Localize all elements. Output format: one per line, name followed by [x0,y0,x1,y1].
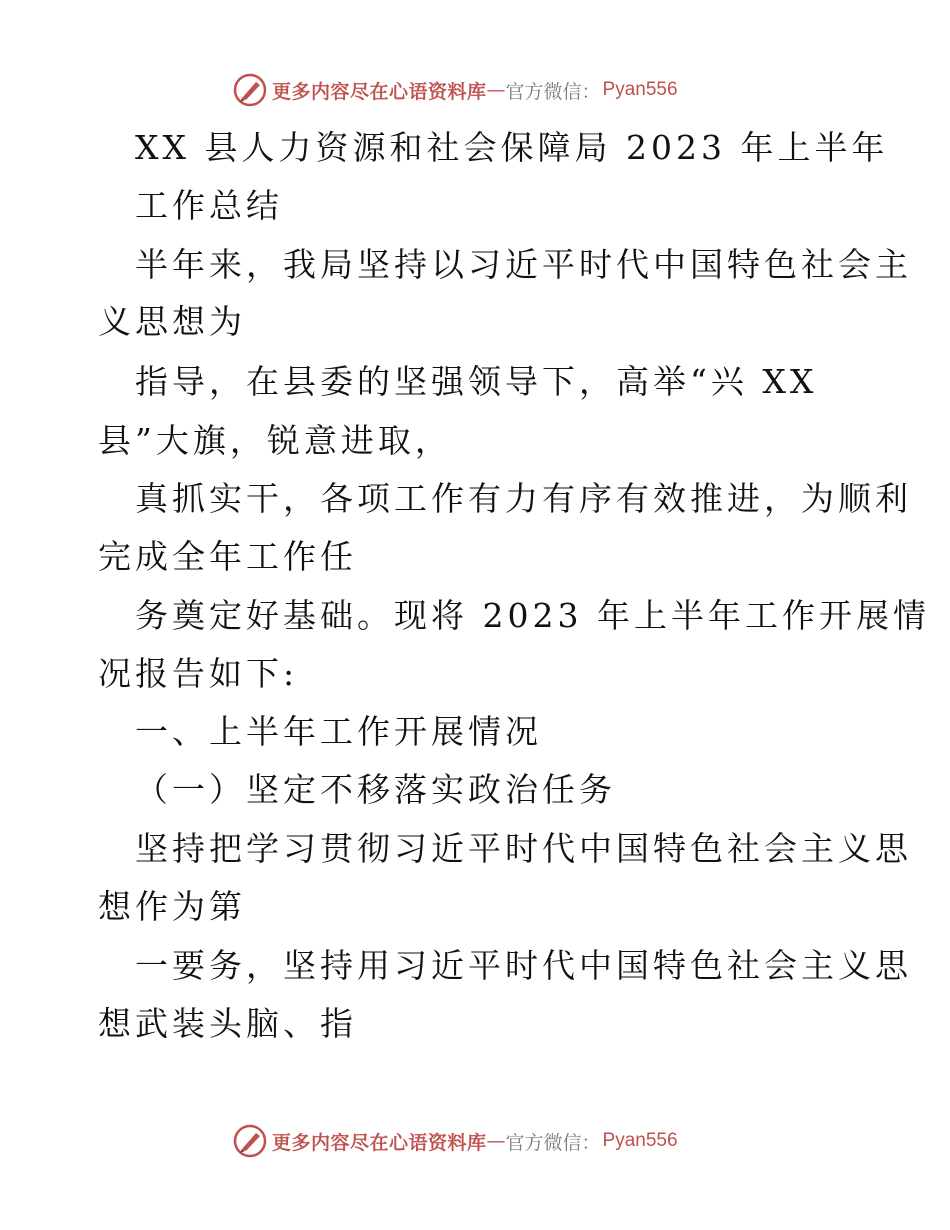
watermark-account: Pyan556 [602,1130,678,1151]
paragraph-line: 况报告如下: [98,654,299,693]
paragraph-line: 指导，在县委的坚强领导下，高举“兴 XX [135,362,818,401]
subsection-heading: （一）坚定不移落实政治任务 [135,770,616,809]
pen-logo-icon [232,72,268,108]
watermark-account: Pyan556 [602,79,678,100]
paragraph-line: 半年来，我局坚持以习近平时代中国特色社会主 [135,245,912,284]
watermark-separator: — [486,79,506,101]
paragraph-line: 一要务，坚持用习近平时代中国特色社会主义思 [135,946,912,985]
footer-watermark [232,1123,678,1159]
paragraph-line: 想作为第 [98,887,246,926]
watermark-text: 更多内容尽在心语资料库 [272,80,487,103]
paragraph-line: 义思想为 [98,302,246,341]
watermark-label: 官方微信： [505,1131,601,1154]
pen-logo-icon [232,1123,268,1159]
paragraph-line: 完成全年工作任 [98,537,357,576]
title-line-1: XX 县人力资源和社会保障局 2023 年上半年 [135,128,889,167]
watermark-separator: — [486,1130,506,1152]
watermark-label: 官方微信： [505,80,601,103]
paragraph-line: 坚持把学习贯彻习近平时代中国特色社会主义思 [135,829,912,868]
paragraph-line: 务奠定好基础。现将 2023 年上半年工作开展情 [135,596,930,635]
header-watermark [232,72,678,108]
paragraph-line: 真抓实干，各项工作有力有序有效推进，为顺利 [135,479,912,518]
paragraph-line: 想武装头脑、指 [98,1004,357,1043]
section-heading: 一、上半年工作开展情况 [135,712,542,751]
title-line-2: 工作总结 [135,186,283,225]
paragraph-line: 县”大旗，锐意进取， [98,421,452,460]
watermark-text: 更多内容尽在心语资料库 [272,1131,487,1154]
